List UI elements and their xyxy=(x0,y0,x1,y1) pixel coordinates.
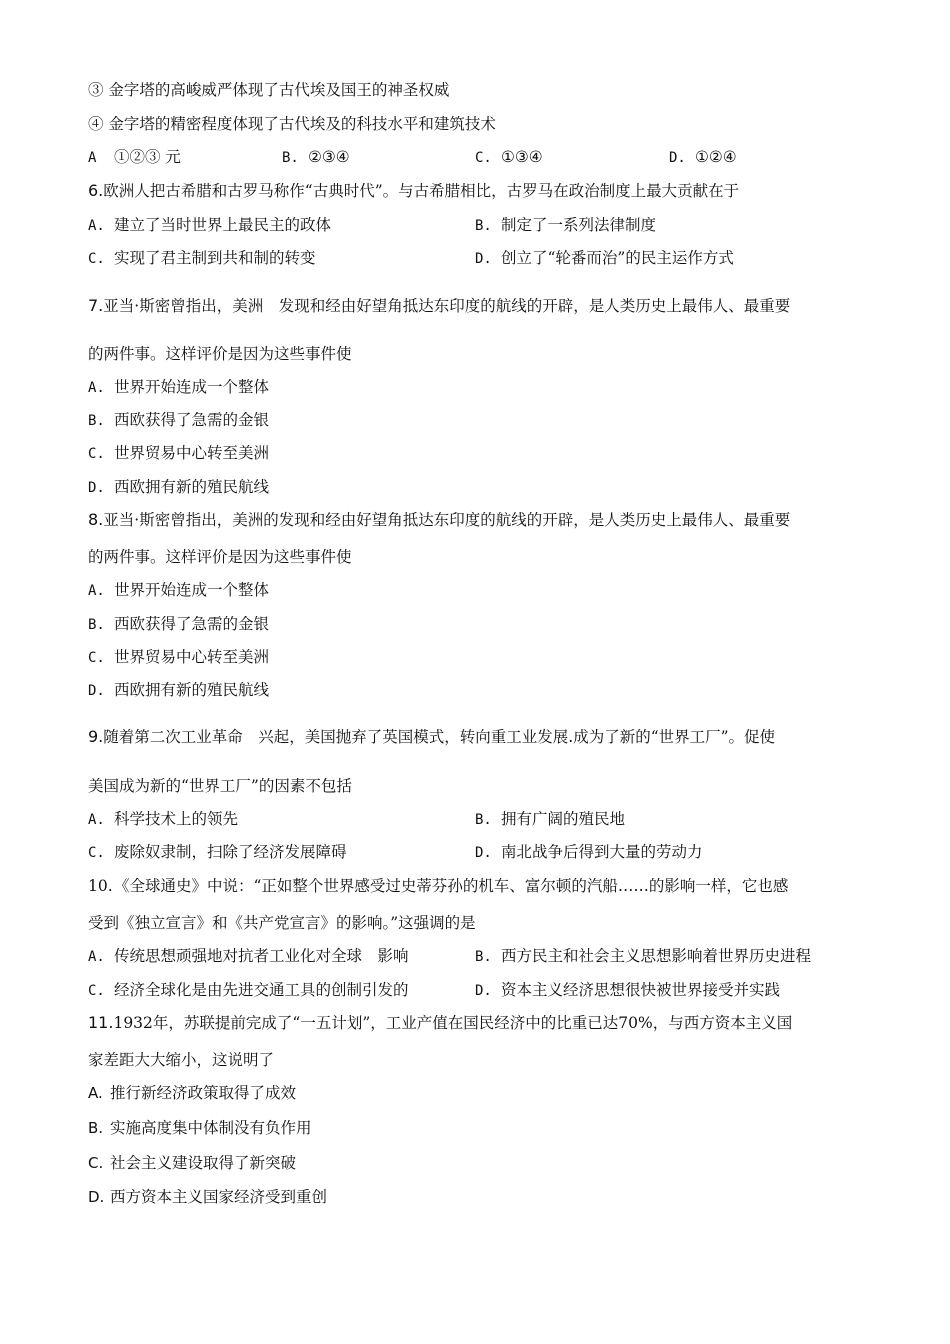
q7-option-d: D. 西欧拥有新的殖民航线 xyxy=(88,478,270,496)
q10-number: 10. xyxy=(88,877,113,895)
q11-option-d: D. 西方资本主义国家经济受到重创 xyxy=(88,1188,328,1206)
q7-option-a: A. 世界开始连成一个整体 xyxy=(88,378,270,396)
q11-stem-line-1: 11.1932年，苏联提前完成了“一五计划”，工业产值在国民经济中的比重已达70%，与西方资本主义国 xyxy=(88,1013,793,1032)
q9-option-d: D. 南北战争后得到大量的劳动力 xyxy=(475,843,703,861)
q9-option-a: A. 科学技术上的领先 xyxy=(88,810,239,828)
q6-option-b: B. 制定了一系列法律制度 xyxy=(475,216,657,234)
q5-option-d: D. ①②④ xyxy=(669,148,737,166)
q8-stem-line-1: 8.亚当·斯密曾指出，美洲的发现和经由好望角抵达东印度的航线的开辟，是人类历史上最伟人、最重要 xyxy=(88,510,791,529)
q11-option-c: C. 社会主义建设取得了新突破 xyxy=(88,1154,297,1172)
q8-option-d: D. 西欧拥有新的殖民航线 xyxy=(88,681,270,699)
q6-option-c: C. 实现了君主制到共和制的转变 xyxy=(88,249,316,267)
q5-option-c: C. ①③④ xyxy=(475,148,543,166)
q6-stem: 6.欧洲人把古希腊和古罗马称作“古典时代”。与古希腊相比，古罗马在政治制度上最大贡献在于 xyxy=(88,181,740,200)
q5-option-b: B. ②③④ xyxy=(282,148,350,166)
q9-stem-line-2: 美国成为新的“世界工厂”的因素不包括 xyxy=(88,777,352,795)
q8-option-c: C. 世界贸易中心转至美洲 xyxy=(88,648,270,666)
q8-number: 8. xyxy=(88,510,104,529)
q6-option-d: D. 创立了“轮番而治”的民主运作方式 xyxy=(475,249,734,267)
q7-option-b: B. 西欧获得了急需的金银 xyxy=(88,411,270,429)
q8-stem-line-2: 的两件事。这样评价是因为这些事件使 xyxy=(88,548,352,566)
q7-stem-line-2: 的两件事。这样评价是因为这些事件使 xyxy=(88,345,352,363)
q9-stem-line-1: 9.随着第二次工业革命 兴起，美国抛弃了英国模式，转向重工业发展.成为了新的“世界工厂”。促使 xyxy=(88,727,776,746)
q10-option-c: C. 经济全球化是由先进交通工具的创制引发的 xyxy=(88,981,409,999)
q5-statement-3: ③ 金字塔的高峻威严体现了古代埃及国王的神圣权威 xyxy=(88,81,450,99)
q10-stem-line-1: 10.《全球通史》中说：“正如整个世界感受过史蒂芬孙的机车、富尔顿的汽船……的影响一样，它也感 xyxy=(88,877,789,895)
q5-statement-4: ④ 金字塔的精密程度体现了古代埃及的科技水平和建筑技术 xyxy=(88,115,496,133)
q6-option-a: A. 建立了当时世界上最民主的政体 xyxy=(88,216,332,234)
q7-stem-line-1: 7.亚当·斯密曾指出，美洲 发现和经由好望角抵达东印度的航线的开辟，是人类历史上最伟人、最重要 xyxy=(88,296,791,315)
q11-option-a: A. 推行新经济政策取得了成效 xyxy=(88,1084,297,1102)
q9-option-c: C. 废除奴隶制，扫除了经济发展障碍 xyxy=(88,843,347,861)
q10-option-d: D. 资本主义经济思想很快被世界接受并实践 xyxy=(475,981,781,999)
q5-option-a: A ①②③ 元 xyxy=(88,148,181,166)
q9-number: 9. xyxy=(88,727,104,746)
q11-stem-line-2: 家差距大大缩小，这说明了 xyxy=(88,1051,275,1069)
q11-option-b: B. 实施高度集中体制没有负作用 xyxy=(88,1119,312,1137)
q10-option-b: B. 西方民主和社会主义思想影响着世界历史进程 xyxy=(475,947,812,965)
q9-option-b: B. 拥有广阔的殖民地 xyxy=(475,810,626,828)
q10-option-a: A. 传统思想顽强地对抗者工业化对全球 影响 xyxy=(88,947,409,965)
q8-option-b: B. 西欧获得了急需的金银 xyxy=(88,615,270,633)
q7-number: 7. xyxy=(88,296,104,315)
q11-number: 11. xyxy=(88,1013,114,1032)
q8-option-a: A. 世界开始连成一个整体 xyxy=(88,581,270,599)
q7-option-c: C. 世界贸易中心转至美洲 xyxy=(88,444,270,462)
q10-stem-line-2: 受到《独立宣言》和《共产党宣言》的影响。”这强调的是 xyxy=(88,914,476,932)
q6-number: 6. xyxy=(88,181,104,200)
